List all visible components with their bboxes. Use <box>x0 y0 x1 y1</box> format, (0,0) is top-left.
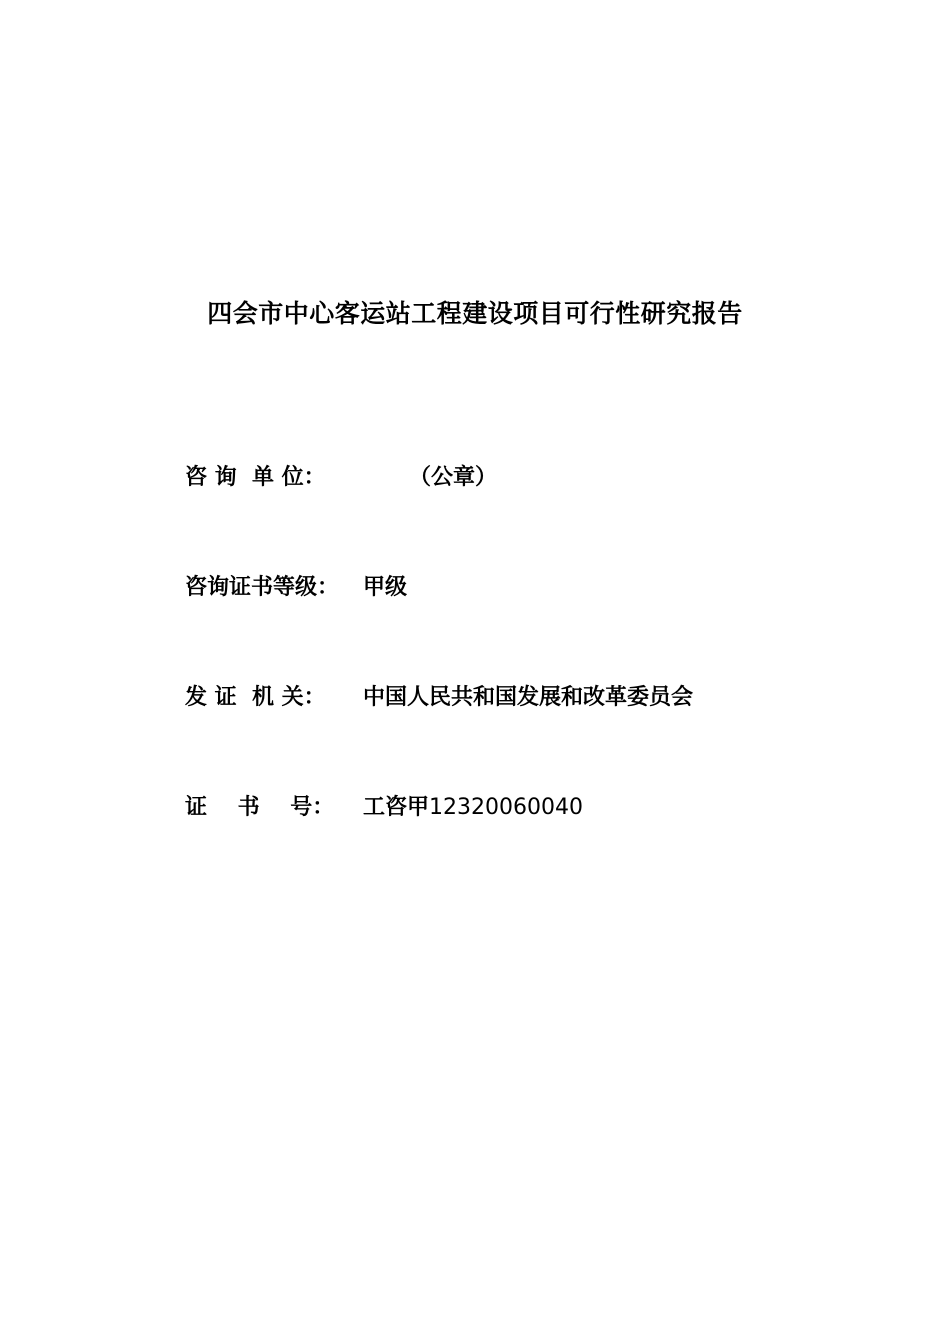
certificate-grade-row <box>185 571 407 605</box>
issuing-authority-label: 发 证 机 关： <box>185 685 326 710</box>
certificate-number-value: 12320060040 <box>429 795 583 820</box>
consulting-unit-label: 咨 询 单 位： <box>185 465 326 490</box>
issuing-authority-row <box>185 681 693 715</box>
certificate-grade-value: 甲级 <box>363 575 408 600</box>
certificate-number-prefix: 工咨甲 <box>363 795 430 820</box>
certificate-grade-label: 咨询证书等级： <box>185 575 340 600</box>
consulting-unit-row <box>185 461 497 495</box>
document-title: 四会市中心客运站工程建设项目可行性研究报告 <box>207 299 743 328</box>
official-seal-placeholder: （公章） <box>409 465 498 490</box>
certificate-number-label: 证 书 号： <box>185 795 335 820</box>
issuing-authority-value: 中国人民共和国发展和改革委员会 <box>363 685 694 710</box>
certificate-number-row <box>185 791 583 825</box>
